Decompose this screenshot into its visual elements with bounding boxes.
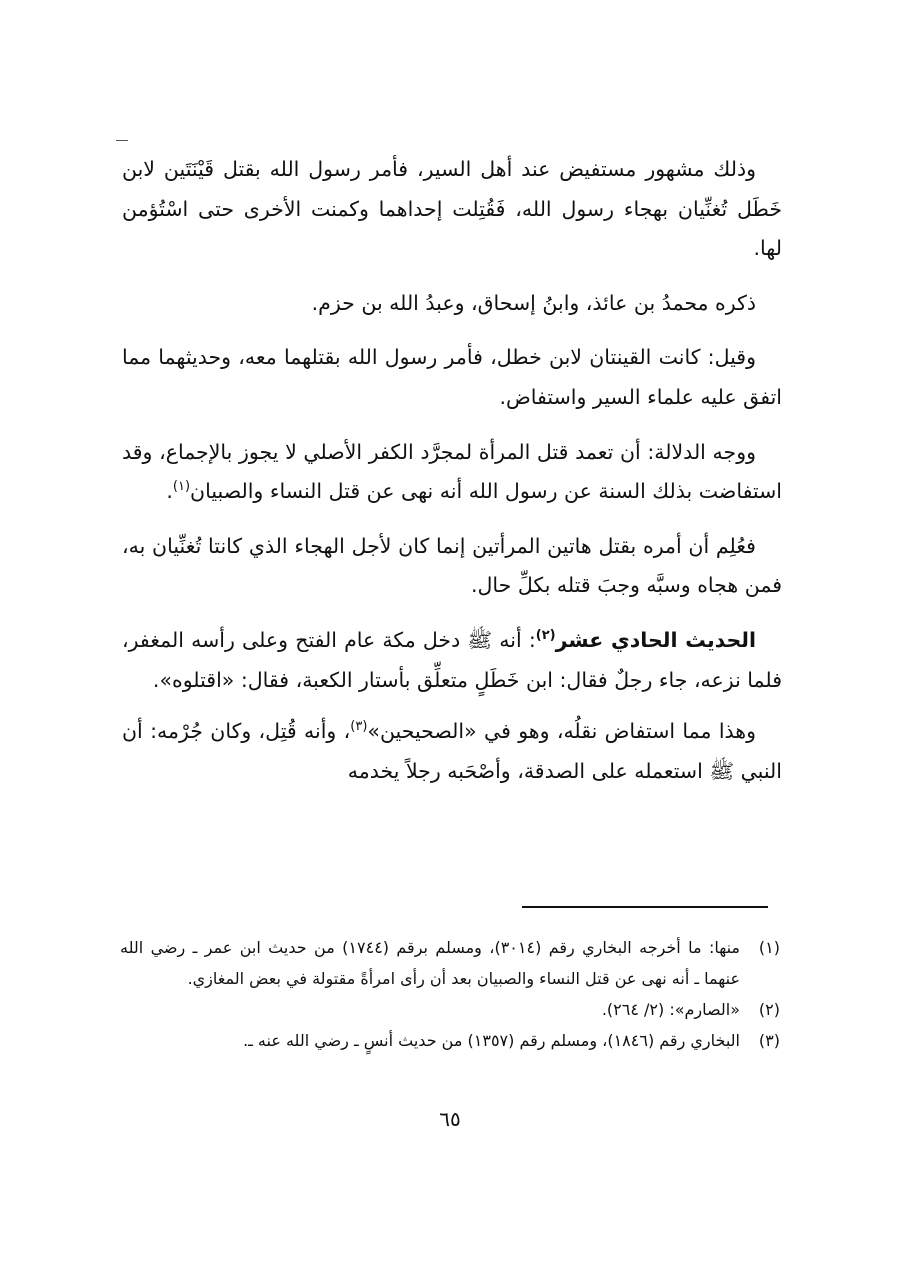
last-part-1: وهذا مما استفاض نقلُه، وهو في «الصحيحين» bbox=[367, 719, 756, 744]
footnote-3 bbox=[120, 1025, 780, 1056]
footnote-number: (٣) bbox=[758, 1031, 780, 1050]
footnote-number: (٢) bbox=[758, 1000, 780, 1019]
footnote-1 bbox=[120, 932, 780, 994]
margin-mark bbox=[116, 140, 128, 141]
footnote-ref-1: (١) bbox=[172, 479, 191, 495]
footnote-ref-2: (٢) bbox=[535, 628, 556, 644]
footnotes bbox=[120, 932, 780, 1056]
last-part-2: ، وأنه قُتِل، وكان جُرْمه: أن النبي ﷺ استعمله على الصدقة، وأصْحَبه رجلاً يخدمه bbox=[122, 719, 782, 783]
footnote-text: «الصارم»: (٢/ ٢٦٤). bbox=[601, 1000, 740, 1019]
footnote-divider bbox=[522, 906, 768, 908]
paragraph-dalala bbox=[122, 433, 782, 512]
paragraph-last bbox=[122, 712, 782, 791]
paragraph-hadith bbox=[122, 621, 782, 700]
paragraph-3: وقيل: كانت القينتان لابن خطل، فأمر رسول الله بقتلهما معه، وحديثهما مما اتفق عليه علماء السير واستفاض. bbox=[122, 345, 782, 409]
dalala-text: ووجه الدلالة: أن تعمد قتل المرأة لمجرَّد الكفر الأصلي لا يجوز بالإجماع، وقد استفاضت بذلك السنة عن رسول الله أنه نهى عن قتل النساء والصبيان bbox=[122, 439, 782, 504]
paragraph-2: ذكره محمدُ بن عائذ، وابنُ إسحاق، وعبدُ الله بن حزم. bbox=[311, 290, 756, 315]
footnote-ref-3: (٣) bbox=[350, 719, 368, 735]
footnote-text: منها: ما أخرجه البخاري رقم (٣٠١٤)، ومسلم برقم (١٧٤٤) من حديث ابن عمر ـ رضي الله عنهما ـ أنه نهى عن قتل النساء والصبيان بعد أن رأى امرأةً مقتولة في بعض المغازي. bbox=[120, 938, 741, 988]
footnote-number: (١) bbox=[758, 938, 780, 957]
paragraph-4: فعُلِم أن أمره بقتل هاتين المرأتين إنما كان لأجل الهجاء الذي كانتا تُغنِّيان به، فمن هجاه وسبَّه وجبَ قتله بكلِّ حال. bbox=[122, 533, 782, 598]
dalala-end: . bbox=[166, 479, 173, 504]
footnote-2 bbox=[120, 994, 780, 1025]
footnote-text: البخاري رقم (١٨٤٦)، ومسلم رقم (١٣٥٧) من حديث أنسٍ ـ رضي الله عنه ـ. bbox=[243, 1031, 740, 1050]
paragraph-1: وذلك مشهور مستفيض عند أهل السير، فأمر رسول الله بقتل قَيْنَتَين لابن خَطَل تُغنِّيان بهجاء رسول الله، فَقُتِلت إحداهما وكمنت الأخرى حتى اسْتُؤمن لها. bbox=[122, 157, 782, 261]
hadith-text: : أنه ﷺ دخل مكة عام الفتح وعلى رأسه المغفر، فلما نزعه، جاء رجلٌ فقال: ابن خَطَلٍ متعلِّق بأستار الكعبة، فقال: «اقتلوه». bbox=[122, 627, 782, 692]
main-text bbox=[122, 150, 782, 806]
page-number: ٦٥ bbox=[439, 1107, 461, 1131]
hadith-heading: الحديث الحادي عشر bbox=[555, 627, 756, 652]
